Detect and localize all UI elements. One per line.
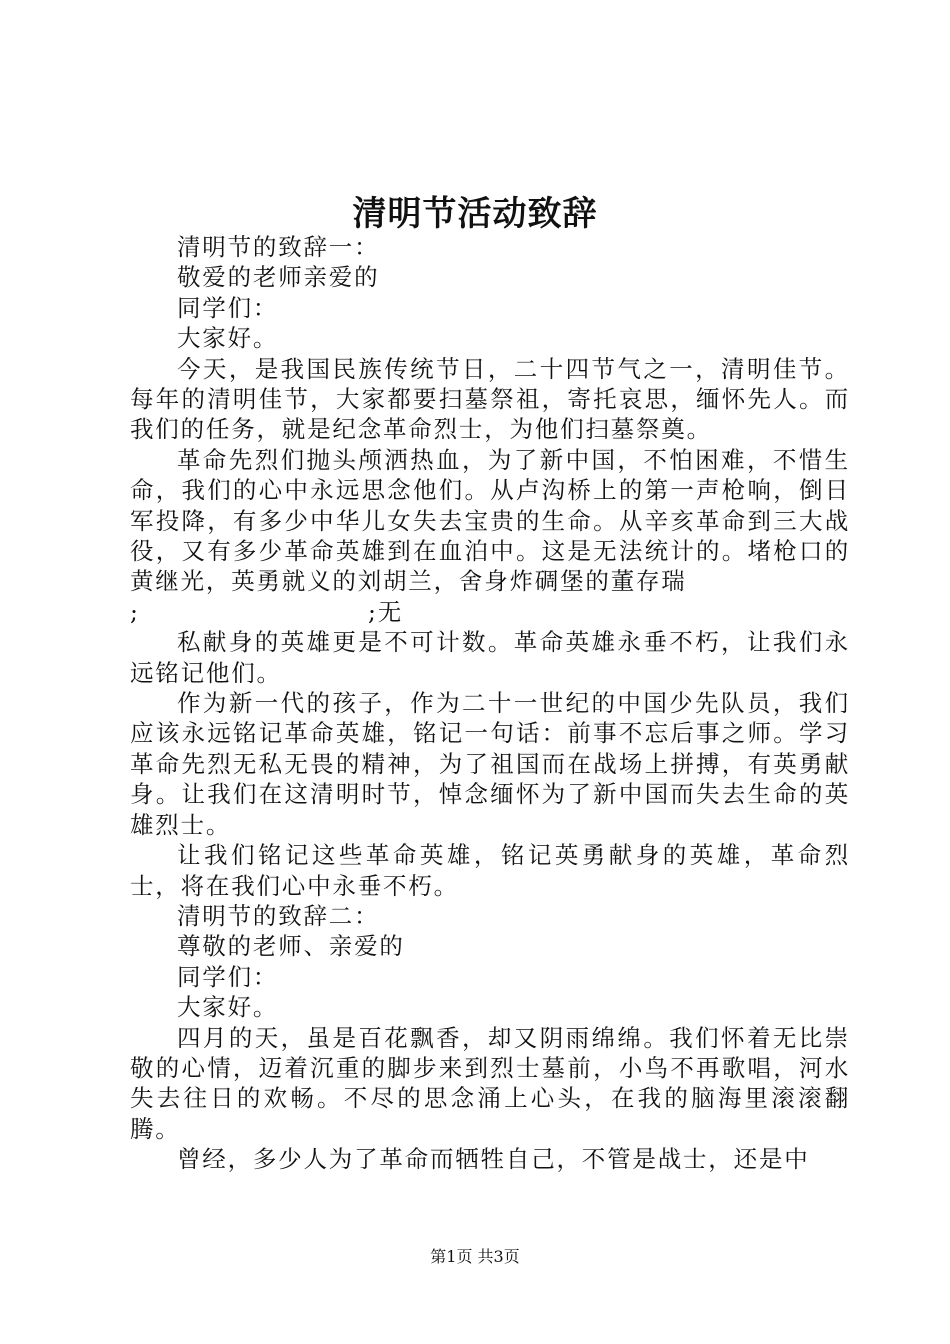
paragraph: 同学们：	[177, 962, 279, 991]
fragment-right: ;无	[368, 597, 404, 626]
document-body	[130, 232, 850, 1175]
paragraph: 尊敬的老师、亲爱的	[177, 932, 405, 961]
paragraph: 革命先烈们抛头颅洒热血，为了新中国，不怕困难，不惜生命，我们的心中永远思念他们。从卢沟桥上的第一声枪响，倒日军投降，有多少中华儿女失去宝贵的生命。从辛亥革命到三大战役，又有多少革命英雄到在血泊中。这是无法统计的。堵枪口的黄继光，英勇就义的刘胡兰，舍身炸碉堡的董存瑞	[130, 445, 850, 596]
fragment-left: ;	[130, 597, 140, 626]
paragraph: 同学们：	[177, 293, 279, 322]
paragraph: 敬爱的老师亲爱的	[177, 263, 380, 292]
paragraph: 四月的天，虽是百花飘香，却又阴雨绵绵。我们怀着无比崇敬的心情，迈着沉重的脚步来到烈士墓前，小鸟不再歌唱，河水失去往日的欢畅。不尽的思念涌上心头，在我的脑海里滚滚翻腾。	[130, 1023, 850, 1143]
document-title: 清明节活动致辞	[352, 194, 598, 234]
paragraph: 私献身的英雄更是不可计数。革命英雄永垂不朽，让我们永远铭记他们。	[130, 628, 850, 687]
paragraph: 今天，是我国民族传统节日，二十四节气之一，清明佳节。每年的清明佳节，大家都要扫墓祭祖，寄托哀思，缅怀先人。而我们的任务，就是纪念革命烈士，为他们扫墓祭奠。	[130, 354, 850, 444]
paragraph: 让我们铭记这些革命英雄，铭记英勇献身的英雄，革命烈士，将在我们心中永垂不朽。	[130, 841, 850, 900]
fragment-line	[130, 597, 850, 627]
paragraph: 清明节的致辞二：	[177, 901, 380, 930]
paragraph: 大家好。	[177, 993, 279, 1022]
page-footer: 第1页 共3页	[430, 1247, 520, 1266]
paragraph: 曾经，多少人为了革命而牺牲自己，不管是战士，还是中	[177, 1145, 810, 1174]
paragraph: 清明节的致辞一：	[177, 233, 380, 261]
paragraph: 作为新一代的孩子，作为二十一世纪的中国少先队员，我们应该永远铭记革命英雄，铭记一句话：前事不忘后事之师。学习革命先烈无私无畏的精神，为了祖国而在战场上拼搏，有英勇献身。让我们在这清明时节，悼念缅怀为了新中国而失去生命的英雄烈士。	[130, 689, 850, 839]
paragraph: 大家好。	[177, 324, 279, 353]
